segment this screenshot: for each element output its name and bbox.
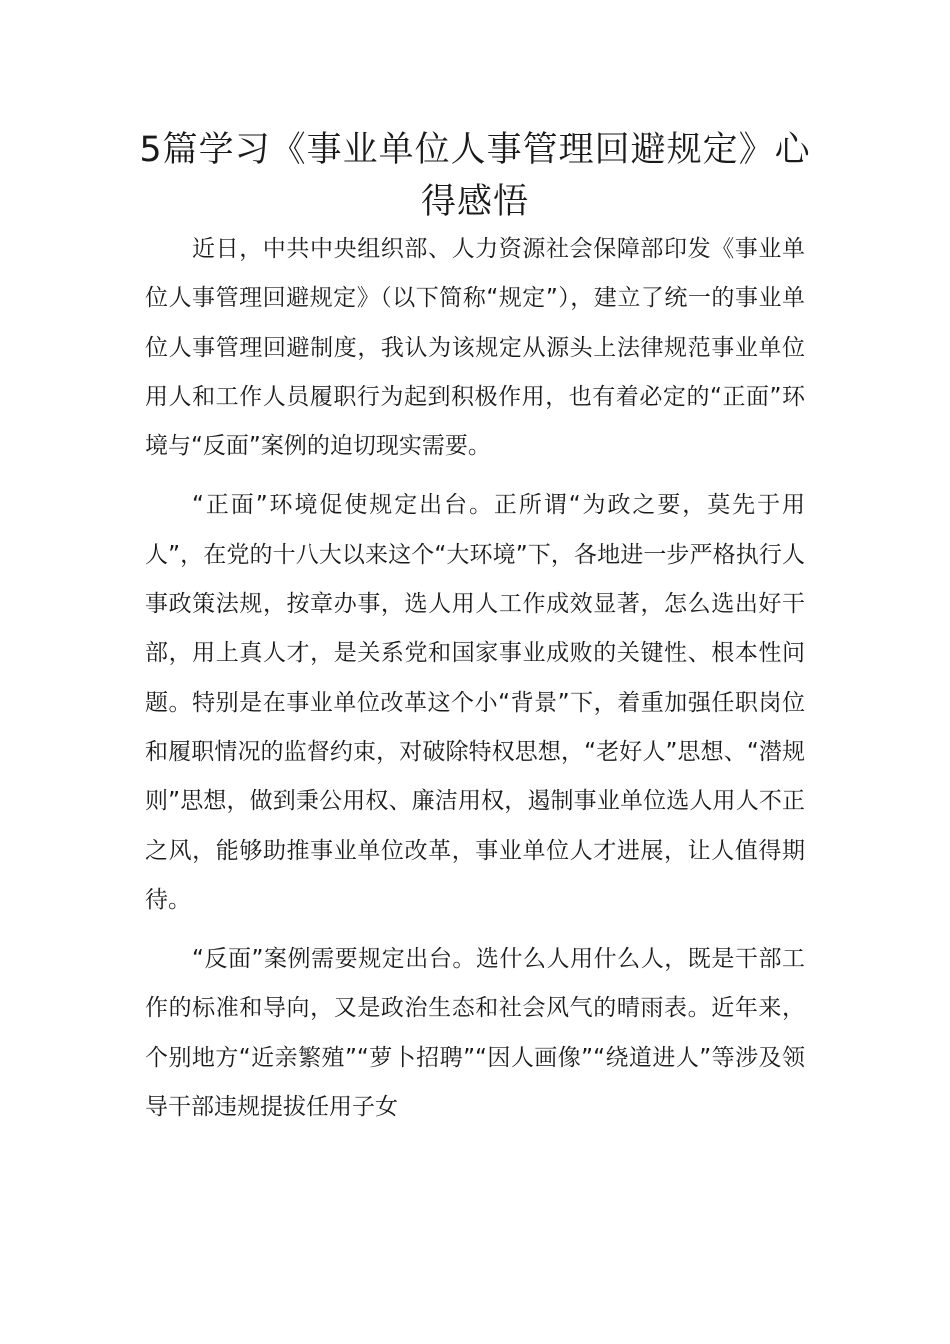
document-body [145, 225, 805, 1142]
paragraph-negative-cases: “反面”案例需要规定出台。选什么人用什么人，既是干部工作的标准和导向，又是政治生态和社会风气的晴雨表。近年来，个别地方“近亲繁殖”“萝卜招聘”“因人画像”“绕道进人”等涉及领导干部违规提拔任用子女 [145, 946, 805, 1121]
paragraph-positive-environment: “正面”环境促使规定出台。正所谓“为政之要，莫先于用人”，在党的十八大以来这个“大环境”下，各地进一步严格执行人事政策法规，按章办事，选人用人工作成效显著，怎么选出好干部，用上真人才，是关系党和国家事业成败的关键性、根本性问题。特别是在事业单位改革这个小“背景”下，着重加强任职岗位和履职情况的监督约束，对破除特权思想，“老好人”思想、“潜规则”思想，做到秉公用权、廉洁用权，遏制事业单位选人用人不正之风，能够助推事业单位改革，事业单位人才进展，让人值得期待。 [145, 492, 805, 913]
document-title: 5篇学习《事业单位人事管理回避规定》心得感悟 [139, 130, 811, 222]
paragraph-intro: 近日，中共中央组织部、人力资源社会保障部印发《事业单位人事管理回避规定》（以下简称“规定”），建立了统一的事业单位人事管理回避制度，我认为该规定从源头上法律规范事业单位用人和工作人员履职行为起到积极作用，也有着必定的“正面”环境与“反面”案例的迫切现实需要。 [145, 236, 805, 460]
